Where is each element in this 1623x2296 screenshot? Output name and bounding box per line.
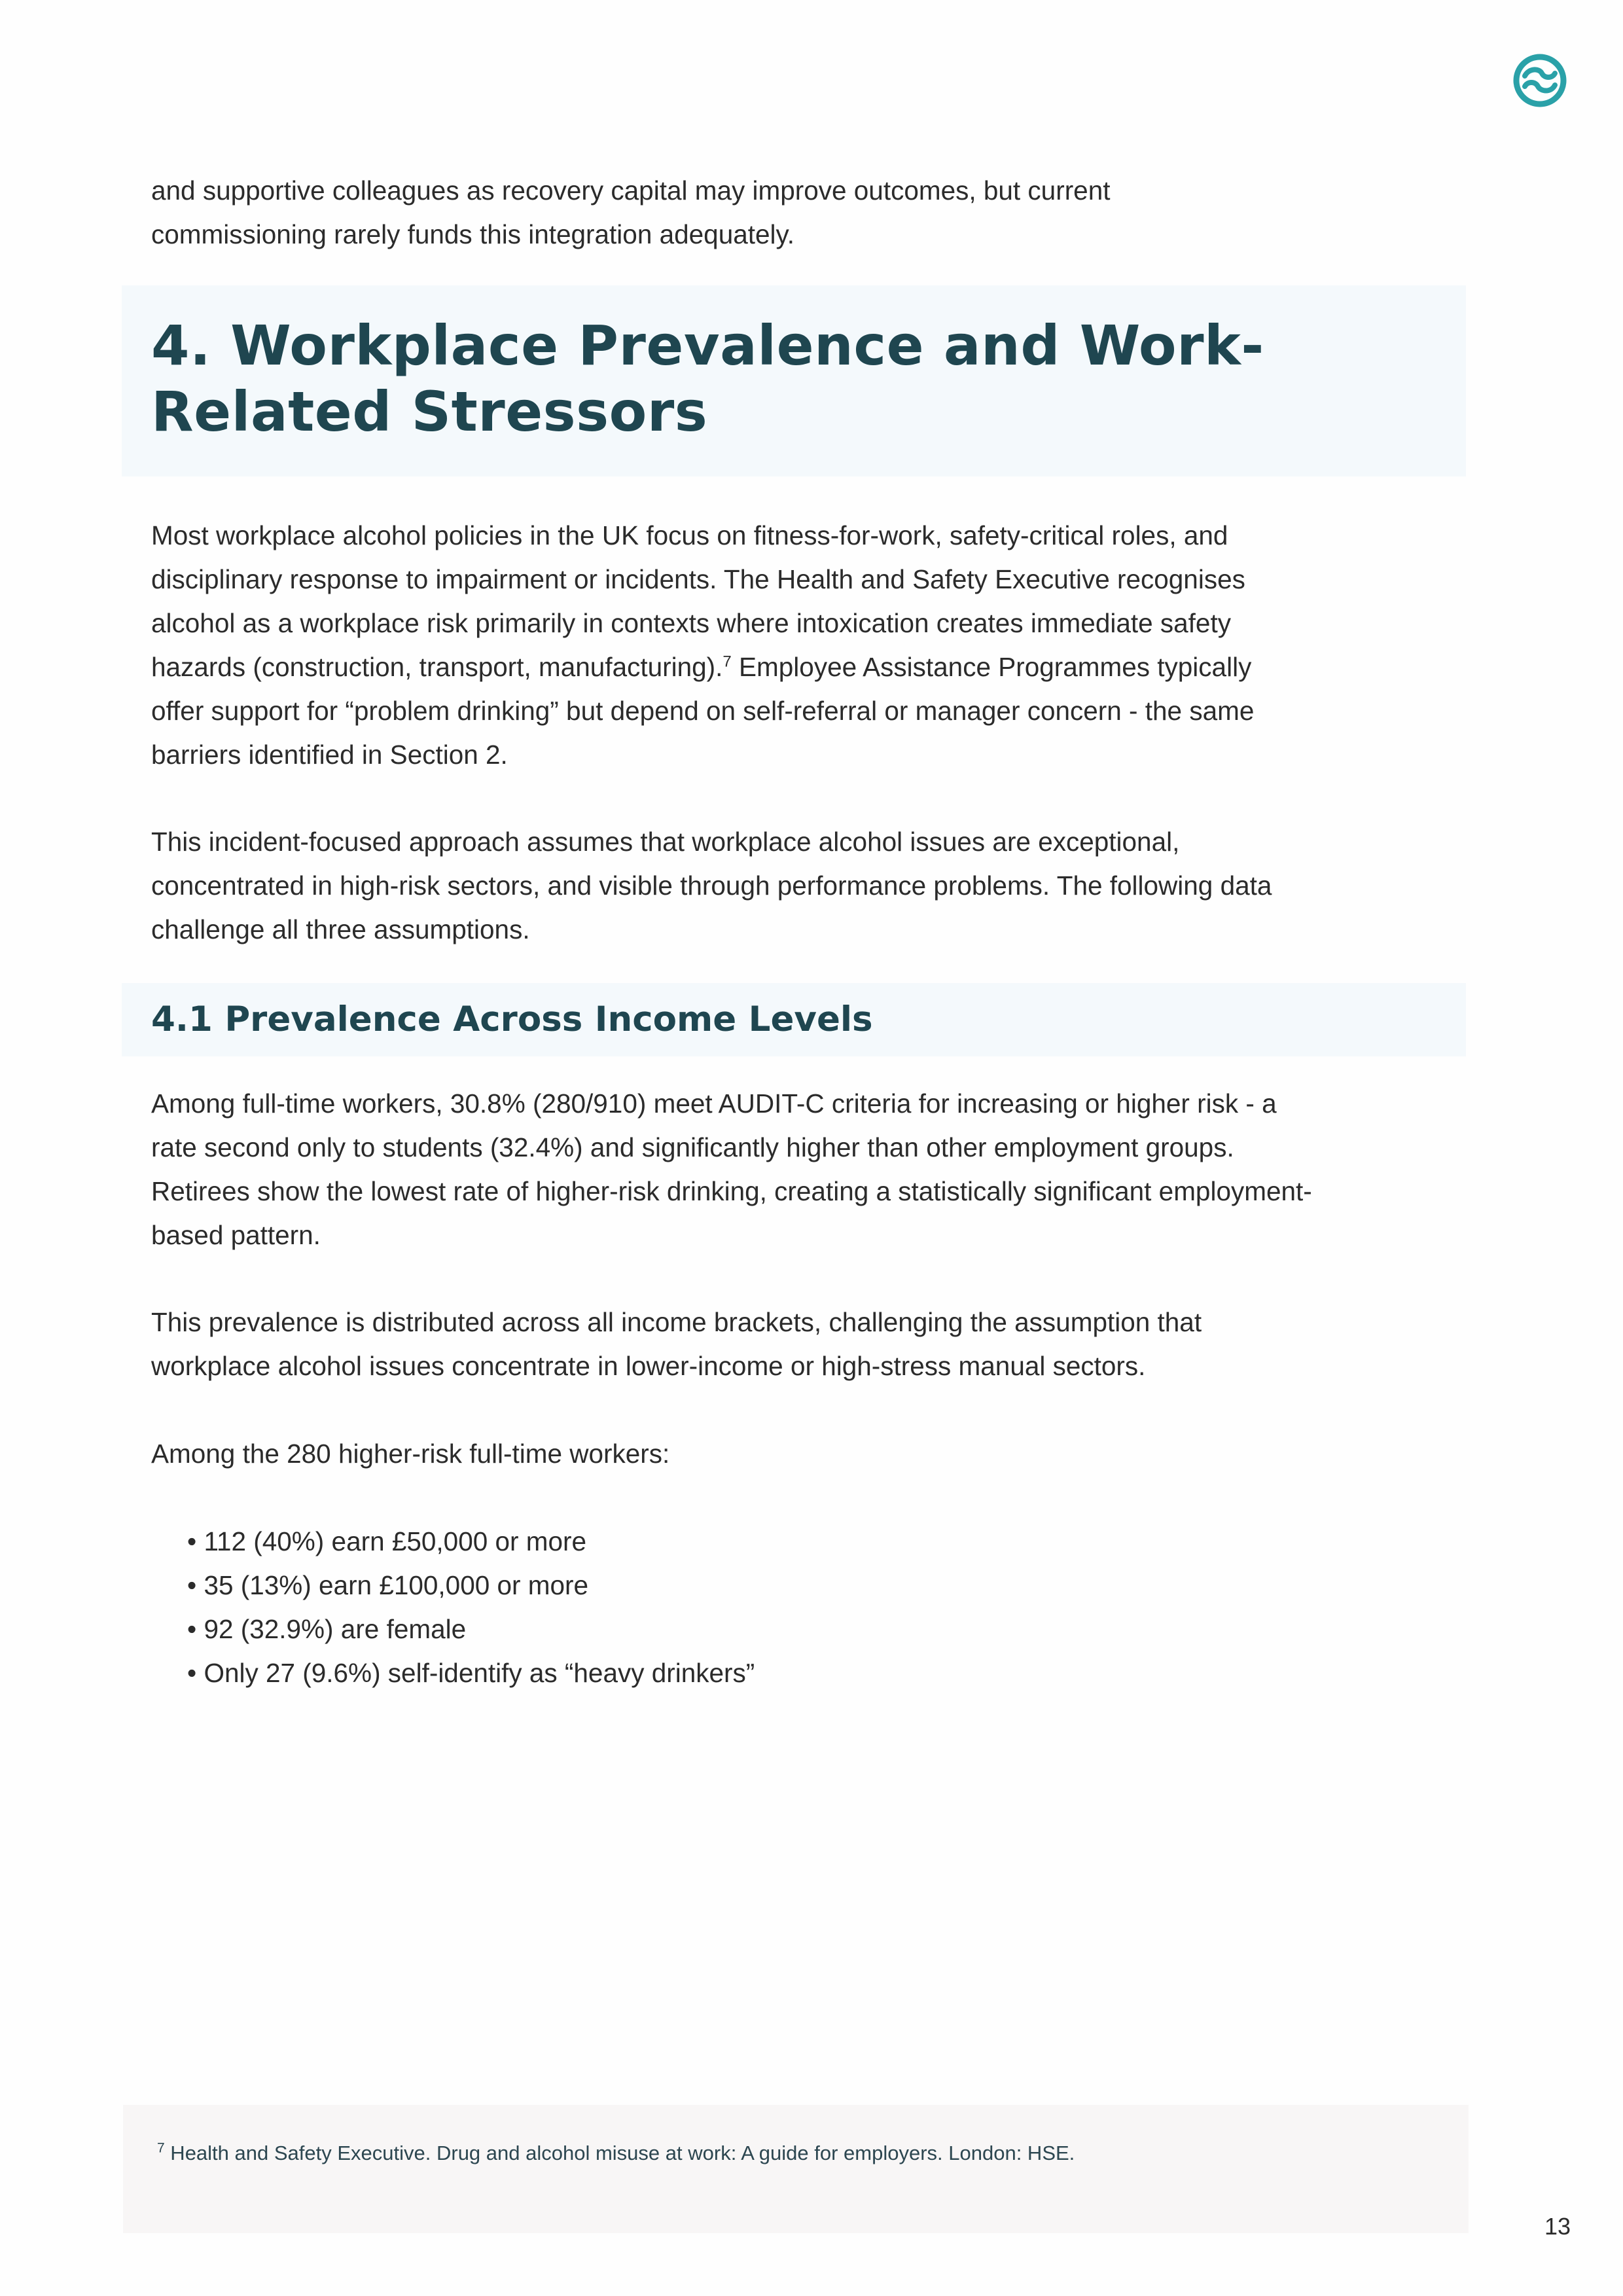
intro-paragraph: and supportive colleagues as recovery capital may improve outcomes, but current commissioning rarely funds this integration adequately. bbox=[151, 175, 1111, 249]
footnote bbox=[157, 2139, 1075, 2168]
list-item: • 112 (40%) earn £50,000 or more bbox=[187, 1520, 755, 1564]
footnote-reference[interactable]: 7 bbox=[722, 653, 732, 671]
list-item: • 92 (32.9%) are female bbox=[187, 1607, 755, 1651]
brand-logo-icon bbox=[1513, 54, 1567, 107]
body-paragraph-1-continued: Employee Assistance Programmes typically offer support for “problem drinking” but depend on self-referral or manager concern - the same barriers identified in Section 2. bbox=[151, 652, 1255, 770]
list-item: • 35 (13%) earn £100,000 or more bbox=[187, 1564, 755, 1607]
subsection-title: 4.1 Prevalence Across Income Levels bbox=[151, 999, 873, 1039]
statistics-list bbox=[187, 1520, 755, 1695]
subsection-paragraph-1: Among full-time workers, 30.8% (280/910) meet AUDIT-C criteria for increasing or higher risk - a rate second only to students (32.4%) and significantly higher than other employment groups. Retirees show the lowest rate of higher-risk drinking, creating a statistically significant employment-based pattern. bbox=[151, 1088, 1312, 1250]
subsection-paragraph-2: This prevalence is distributed across all income brackets, challenging the assumption that workplace alcohol issues concentrate in lower-income or high-stress manual sectors. bbox=[151, 1307, 1202, 1381]
footnote-text: Health and Safety Executive. Drug and alcohol misuse at work: A guide for employers. London: HSE. bbox=[164, 2142, 1075, 2164]
subsection-paragraph-3: Among the 280 higher-risk full-time workers: bbox=[151, 1439, 670, 1469]
footnote-area bbox=[123, 2105, 1469, 2233]
body-paragraph-2: This incident-focused approach assumes that workplace alcohol issues are exceptional, concentrated in high-risk sectors, and visible through performance problems. The following data challenge all three assumptions. bbox=[151, 827, 1272, 944]
list-item: • Only 27 (9.6%) self-identify as “heavy drinkers” bbox=[187, 1651, 755, 1695]
body-paragraph-1 bbox=[151, 514, 1303, 777]
footnote-number: 7 bbox=[157, 2140, 165, 2156]
page-number: 13 bbox=[1544, 2213, 1571, 2240]
section-title: 4. Workplace Prevalence and Work-Related Stressors bbox=[151, 314, 1264, 444]
body-paragraph-1-text: Most workplace alcohol policies in the UK focus on fitness-for-work, safety-critical roles, and disciplinary response to impairment or incidents. The Health and Safety Executive recognises alcohol as a workplace risk primarily in contexts where intoxication creates immediate safety hazards (construction, transport, manufacturing). bbox=[151, 520, 1245, 682]
